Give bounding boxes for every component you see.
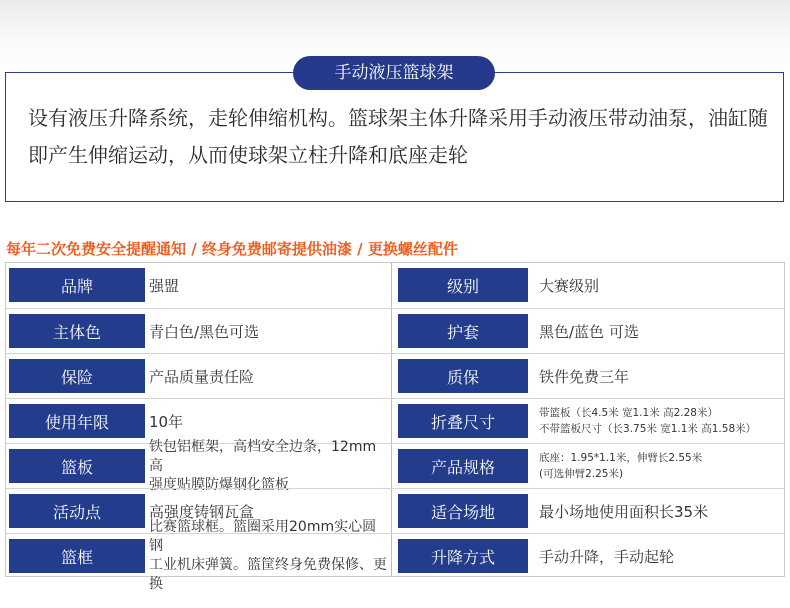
spec-value: 大赛级别 [539, 277, 600, 295]
intro-description: 设有液压升降系统，走轮伸缩机构。篮球架主体升降采用手动液压带动油泵，油缸随即产生伸缩运动，从而使球架立柱升降和底座走轮 [28, 106, 768, 167]
spec-label: 品牌 [9, 268, 145, 302]
spec-row [6, 308, 784, 353]
spec-cell-right [392, 263, 784, 308]
spec-value: 比赛篮球框。篮圈采用20mm实心圆钢 工业机床弹簧。篮筐终身免费保修、更换 [149, 519, 387, 592]
spec-cell-left [6, 263, 391, 308]
spec-label: 级别 [398, 268, 528, 302]
spec-label: 保险 [9, 359, 145, 393]
spec-cell-right [392, 309, 784, 353]
spec-value: 产品质量责任险 [149, 367, 255, 386]
spec-table [5, 262, 785, 592]
spec-label: 篮框 [9, 539, 145, 573]
spec-cell-left [6, 399, 391, 443]
spec-label: 适合场地 [398, 494, 528, 528]
spec-cell-right [392, 354, 784, 398]
spec-label: 护套 [398, 314, 528, 348]
spec-label: 产品规格 [398, 449, 528, 483]
spec-label: 折叠尺寸 [398, 404, 528, 438]
spec-value: 底座：1.95*1.1米，伸臂长2.55米 (可选伸臂2.25米) [539, 452, 703, 480]
spec-row [6, 519, 784, 592]
spec-value: 黑色/蓝色 可选 [539, 322, 639, 341]
spec-cell-right [392, 489, 784, 533]
spec-cell-left [6, 309, 391, 353]
intro-box [5, 72, 784, 202]
spec-label: 使用年限 [9, 404, 145, 438]
spec-value: 青白色/黑色可选 [149, 322, 260, 341]
spec-value: 铁包铝框架，高档安全边条，12mm高 强度贴膜防爆钢化篮板 [149, 438, 377, 493]
spec-cell-right [392, 399, 784, 443]
spec-cell-left [6, 519, 391, 592]
spec-cell-left [6, 354, 391, 398]
spec-value: 强盟 [149, 277, 180, 295]
spec-label: 篮板 [9, 449, 145, 483]
spec-cell-left [6, 438, 391, 493]
spec-row [6, 353, 784, 398]
spec-value: 铁件免费三年 [539, 367, 630, 386]
spec-label: 活动点 [9, 494, 145, 528]
spec-value: 高强度铸钢瓦盒 [149, 502, 255, 521]
spec-label: 升降方式 [398, 539, 528, 573]
spec-cell-right [392, 534, 784, 578]
service-notice: 每年二次免费安全提醒通知 / 终身免费邮寄提供油漆 / 更换螺丝配件 [6, 240, 458, 258]
spec-label: 主体色 [9, 314, 145, 348]
spec-row [6, 438, 784, 493]
spec-value: 手动升降，手动起轮 [539, 547, 675, 566]
spec-value: 10年 [149, 412, 184, 431]
spec-label: 质保 [398, 359, 528, 393]
spec-cell-right [392, 444, 784, 488]
section-title: 手动液压篮球架 [293, 56, 495, 90]
spec-row [6, 488, 784, 533]
spec-row [6, 398, 784, 443]
spec-row [6, 263, 784, 308]
spec-value: 带篮板（长4.5米 宽1.1米 高2.28米） 不带篮板尺寸（长3.75米 宽1.1米 高1.58米） [539, 407, 757, 435]
spec-value: 最小场地使用面积长35米 [539, 502, 709, 521]
